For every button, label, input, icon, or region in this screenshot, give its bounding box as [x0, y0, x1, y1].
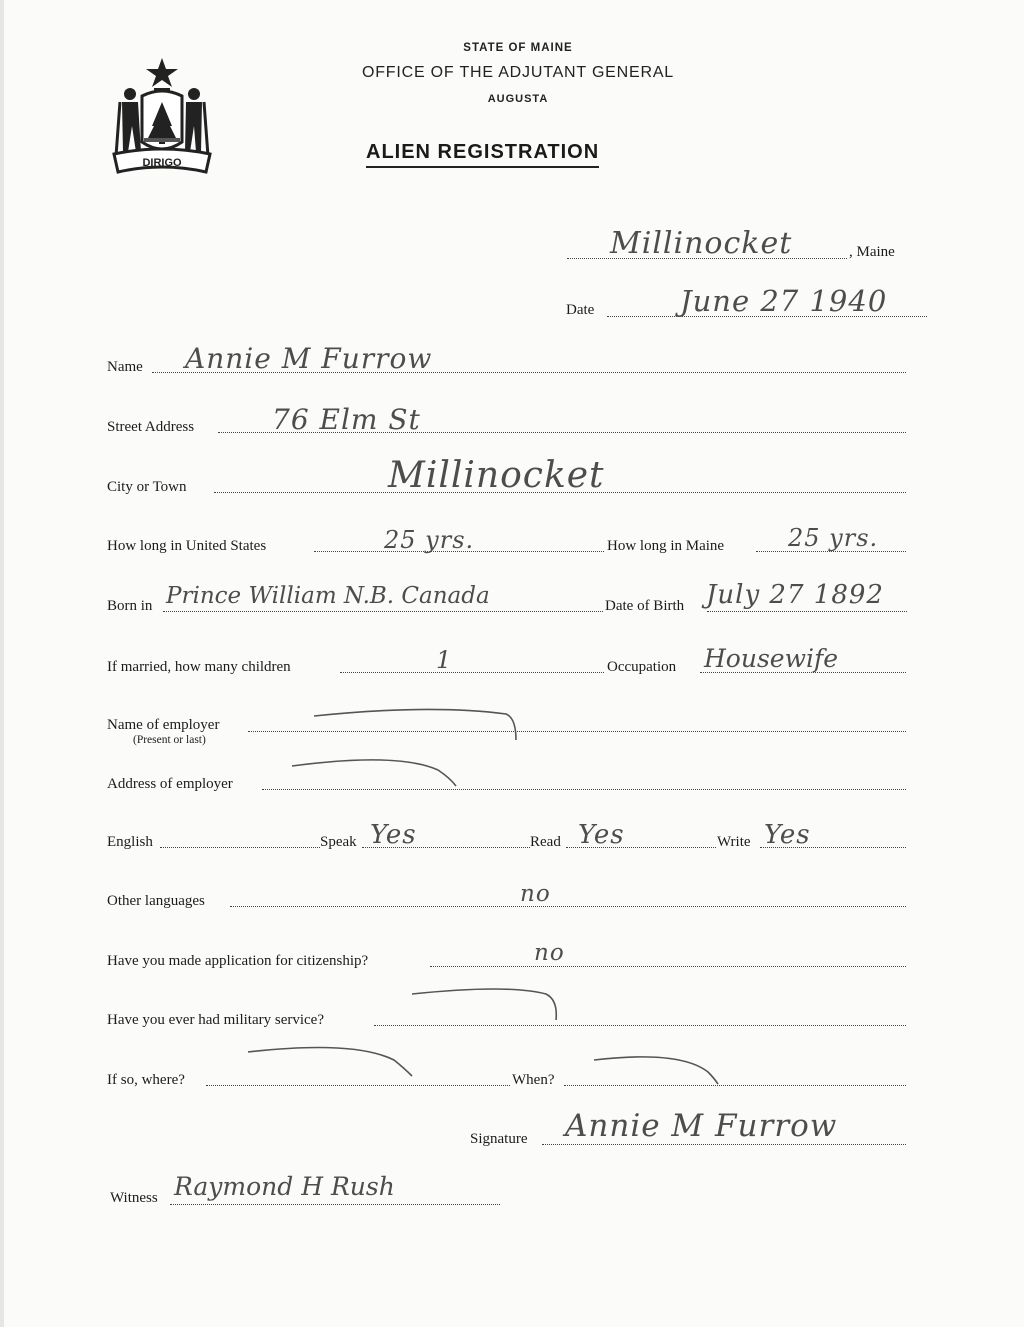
children-field[interactable]: 1 — [436, 646, 453, 674]
employer-address-dash — [288, 752, 468, 792]
city-heading: AUGUSTA — [487, 93, 549, 105]
children-label: If married, how many children — [107, 659, 291, 675]
born-in-label: Born in — [107, 598, 153, 614]
where-label: If so, where? — [107, 1072, 185, 1088]
when-label: When? — [512, 1072, 555, 1088]
employer-name-label: Name of employer — [107, 717, 220, 733]
citizenship-label: Have you made application for citizenship? — [107, 953, 369, 969]
born-in-line — [163, 611, 603, 612]
occupation-field[interactable]: Housewife — [704, 644, 839, 673]
street-address-label: Street Address — [107, 419, 195, 435]
citizenship-field[interactable]: no — [534, 940, 565, 966]
how-long-us-label: How long in United States — [107, 538, 267, 554]
witness-field[interactable]: Raymond H Rush — [174, 1172, 395, 1201]
name-label: Name — [107, 359, 143, 375]
citizenship-line — [430, 966, 906, 967]
city-field[interactable]: Millinocket — [388, 455, 605, 496]
date-of-birth-line — [707, 611, 907, 612]
maine-label: , Maine — [849, 244, 895, 260]
where-line — [206, 1085, 510, 1086]
read-label: Read — [530, 834, 561, 850]
english-label: English — [107, 834, 153, 850]
employer-name-note: (Present or last) — [133, 734, 206, 746]
witness-label: Witness — [110, 1190, 158, 1206]
employer-address-label: Address of employer — [107, 776, 233, 792]
write-field[interactable]: Yes — [764, 820, 811, 850]
military-dash — [408, 984, 568, 1028]
state-heading: STATE OF MAINE — [463, 42, 573, 54]
other-languages-field[interactable]: no — [520, 881, 551, 907]
signature-line — [542, 1144, 906, 1145]
date-of-birth-label: Date of Birth — [605, 598, 685, 614]
write-label: Write — [717, 834, 751, 850]
children-line — [340, 672, 604, 673]
town-field[interactable]: Millinocket — [610, 226, 793, 261]
how-long-maine-field[interactable]: 25 yrs. — [788, 524, 879, 552]
where-dash — [244, 1040, 424, 1084]
date-label: Date — [566, 302, 595, 318]
speak-field[interactable]: Yes — [370, 820, 417, 850]
date-field[interactable]: June 27 1940 — [680, 284, 888, 318]
how-long-us-field[interactable]: 25 yrs. — [384, 526, 475, 554]
english-line — [160, 847, 320, 848]
witness-line — [170, 1204, 500, 1205]
office-heading: OFFICE OF THE ADJUTANT GENERAL — [361, 64, 675, 81]
speak-label: Speak — [320, 834, 357, 850]
occupation-label: Occupation — [607, 659, 677, 675]
employer-name-dash — [310, 700, 530, 750]
signature-label: Signature — [470, 1131, 528, 1147]
street-address-field[interactable]: 76 Elm St — [272, 403, 421, 436]
other-languages-line — [230, 906, 906, 907]
when-dash — [590, 1050, 730, 1090]
born-in-field[interactable]: Prince William N.B. Canada — [166, 583, 490, 609]
name-field[interactable]: Annie M Furrow — [185, 342, 433, 375]
city-label: City or Town — [107, 479, 187, 495]
scan-edge — [0, 0, 4, 1327]
how-long-maine-label: How long in Maine — [607, 538, 725, 554]
other-languages-label: Other languages — [107, 893, 205, 909]
military-label: Have you ever had military service? — [107, 1012, 324, 1028]
seal-motto: DIRIGO — [142, 157, 182, 169]
form-title: ALIEN REGISTRATION — [366, 141, 599, 168]
read-field[interactable]: Yes — [578, 820, 625, 850]
signature-field[interactable]: Annie M Furrow — [565, 1108, 838, 1144]
date-of-birth-field[interactable]: July 27 1892 — [706, 580, 884, 610]
